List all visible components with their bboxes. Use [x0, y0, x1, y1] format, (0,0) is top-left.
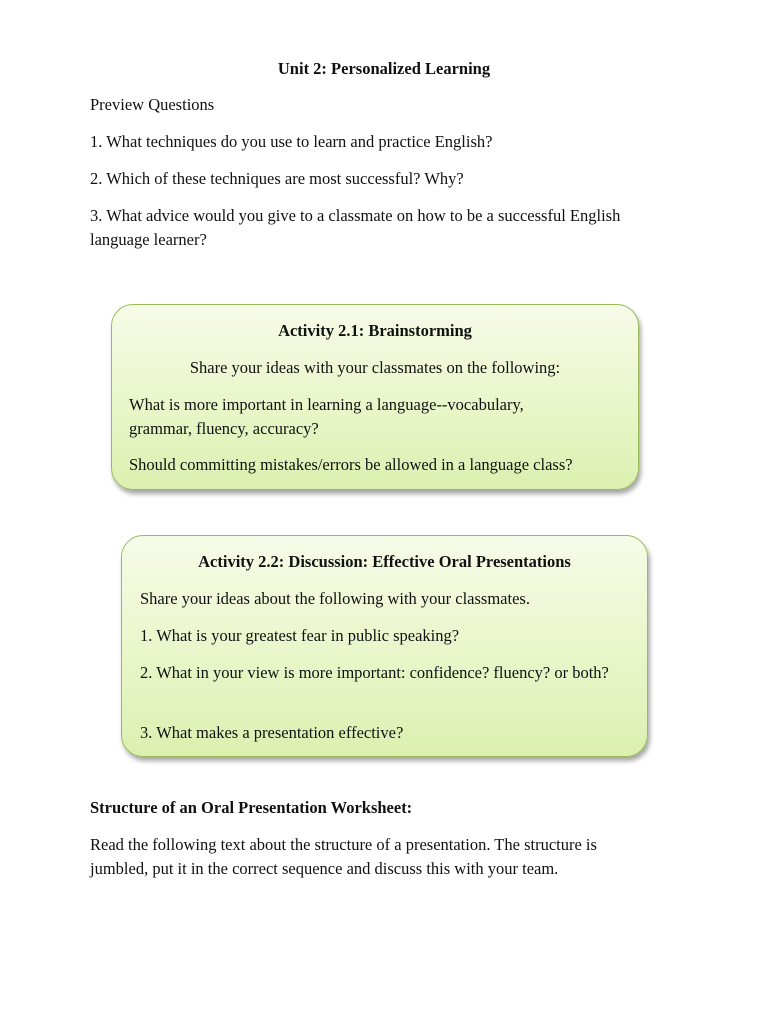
activity-2-2-intro: Share your ideas about the following with your classmates. — [140, 589, 530, 608]
preview-question-1: 1. What techniques do you use to learn and practice English? — [90, 132, 493, 151]
worksheet-heading: Structure of an Oral Presentation Worksheet: — [90, 798, 413, 817]
activity-2-1-item-2: Should committing mistakes/errors be allowed in a language class? — [129, 455, 573, 474]
page-title: Unit 2: Personalized Learning — [277, 59, 491, 78]
preview-question-3: 3. What advice would you give to a classmate on how to be a successful English language learner? — [90, 206, 621, 249]
activity-2-2-heading: Activity 2.2: Discussion: Effective Oral Presentations — [198, 552, 571, 571]
activity-2-1-intro: Share your ideas with your classmates on the following: — [189, 358, 561, 377]
worksheet-text: Read the following text about the structure of a presentation. The structure is jumbled, put it in the correct sequence and discuss this with your team. — [90, 835, 597, 878]
activity-2-1-box — [111, 304, 639, 490]
preview-heading: Preview Questions — [90, 95, 215, 114]
activity-2-2-item-2: 2. What in your view is more important: confidence? fluency? or both? — [140, 663, 609, 682]
activity-2-2-item-3: 3. What makes a presentation effective? — [140, 723, 404, 742]
activity-2-1-heading: Activity 2.1: Brainstorming — [278, 321, 472, 340]
preview-question-2: 2. Which of these techniques are most successful? Why? — [90, 169, 464, 188]
activity-2-2-box — [121, 535, 648, 757]
activity-2-1-item-1: What is more important in learning a language--vocabulary, grammar, fluency, accuracy? — [129, 395, 524, 438]
activity-2-2-item-1: 1. What is your greatest fear in public speaking? — [140, 626, 460, 645]
